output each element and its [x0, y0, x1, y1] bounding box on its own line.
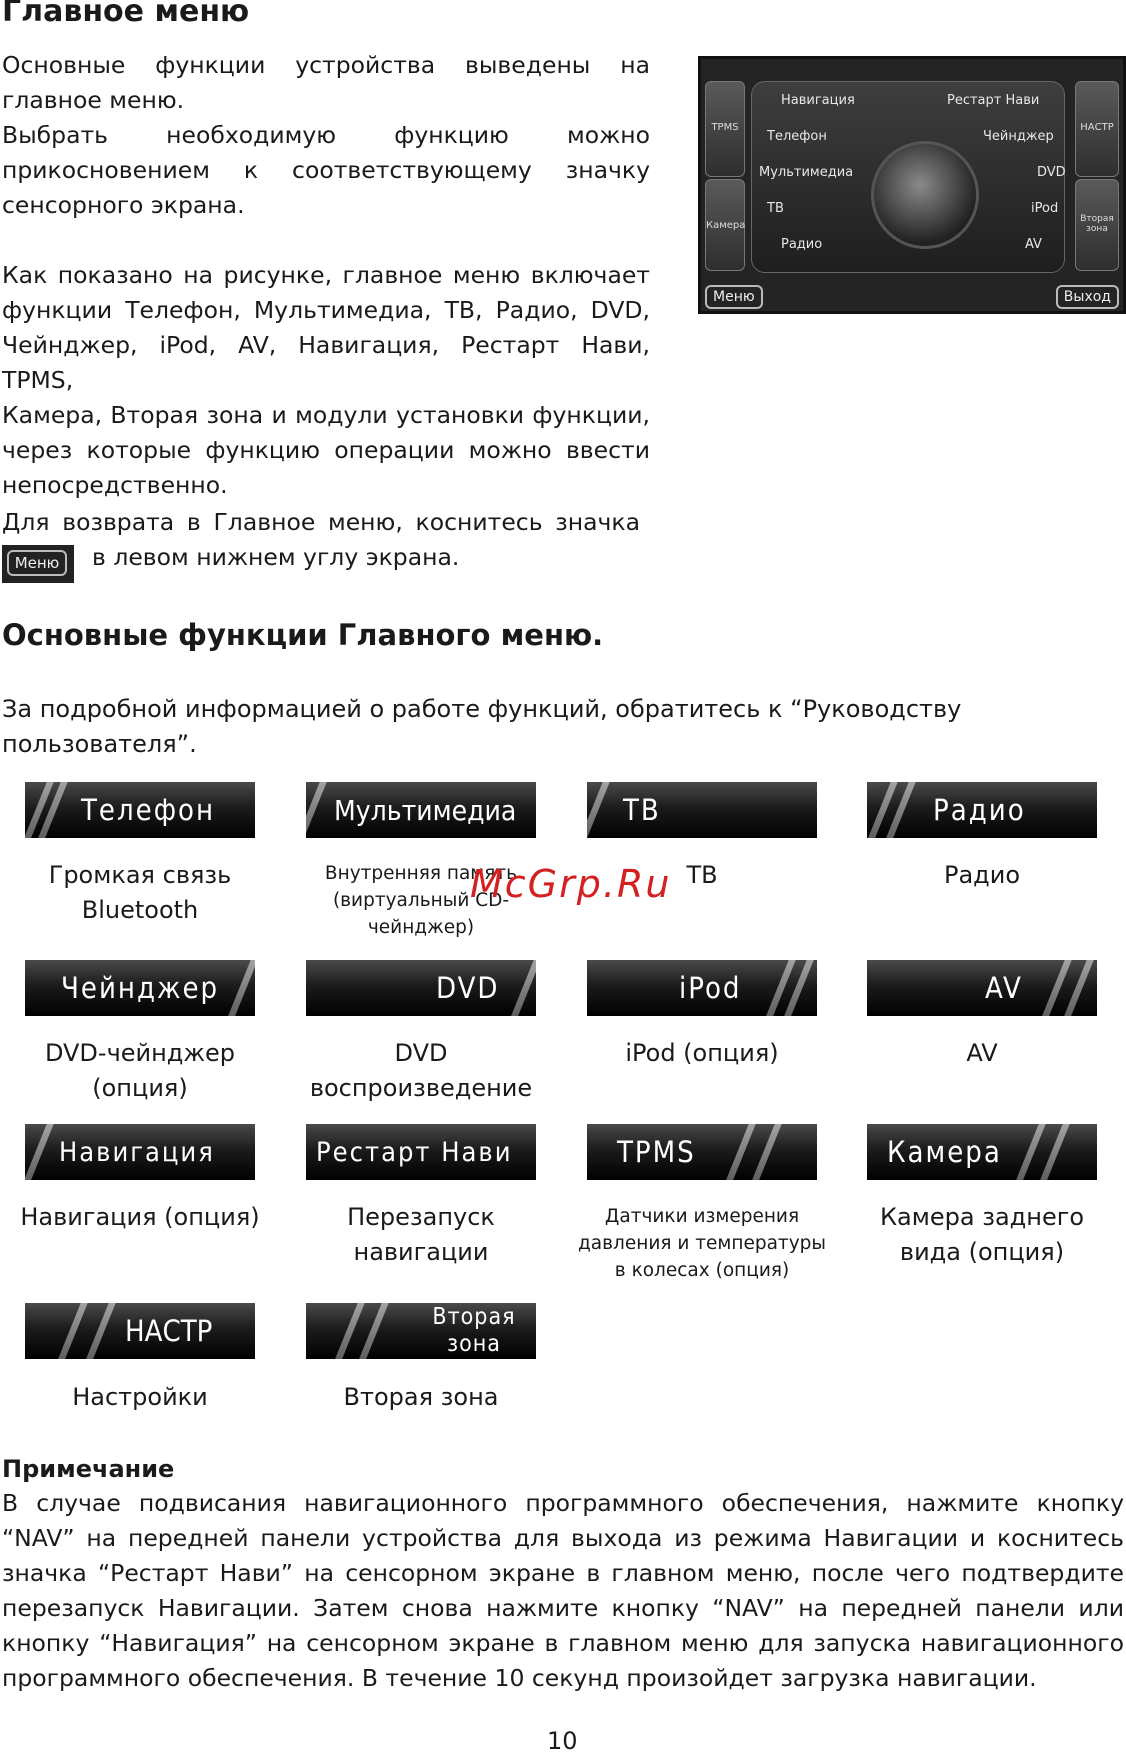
function-label: Мультимедиа — [334, 793, 517, 827]
function-caption — [10, 1380, 270, 1415]
caption-line: Перезапуск — [347, 1203, 495, 1231]
caption-line: Bluetooth — [81, 896, 199, 924]
menu-icon-example — [2, 545, 74, 583]
function-button-radio — [867, 782, 1097, 838]
function-button-camera — [867, 1124, 1097, 1180]
note-title: Примечание — [2, 1455, 175, 1483]
function-caption — [572, 1203, 832, 1284]
note-line: программного обеспечения. В течение 10 секунд произойдет загрузка навигации. — [2, 1664, 1037, 1692]
screen-camera-button: Камера — [705, 179, 745, 271]
function-caption — [852, 858, 1112, 893]
function-caption — [852, 1036, 1112, 1071]
reference-line: За подробной информацией о работе функций, обратитесь к “Руководству — [2, 695, 962, 723]
screen-restart-navi: Рестарт Нави — [947, 93, 1040, 108]
page-number: 10 — [547, 1727, 578, 1755]
caption-line: в колесах (опция) — [614, 1260, 790, 1281]
stripe — [723, 1124, 758, 1180]
function-caption — [291, 1200, 551, 1270]
function-button-second-zone — [306, 1303, 536, 1359]
screen-navigation: Навигация — [781, 93, 855, 108]
return-line: в левом нижнем углу экрана. — [92, 543, 460, 571]
function-label: Радио — [933, 793, 1026, 827]
function-caption — [291, 1380, 551, 1415]
screen-phone: Телефон — [767, 129, 827, 144]
caption-line: Камера заднего — [880, 1203, 1084, 1231]
reference-line: пользователя”. — [2, 730, 197, 758]
reference-paragraph — [2, 692, 961, 762]
intro-line: главное меню. — [2, 86, 185, 114]
intro-line: Основные функции устройства выведены на — [2, 51, 650, 79]
function-label: AV — [985, 971, 1023, 1005]
function-button-phone — [25, 782, 255, 838]
note-line: кнопку “Навигация” на сенсорном экране в главном меню для запуска навигационного — [2, 1629, 1124, 1657]
function-label: iPod — [679, 971, 742, 1005]
caption-line: навигации — [353, 1238, 489, 1266]
function-button-av — [867, 960, 1097, 1016]
function-button-settings — [25, 1303, 255, 1359]
note-line: В случае подвисания навигационного программного обеспечения, нажмите кнопку — [2, 1489, 1124, 1517]
function-button-tpms — [587, 1124, 817, 1180]
function-label: Рестарт Нави — [316, 1136, 513, 1168]
function-button-changer — [25, 960, 255, 1016]
function-button-dvd — [306, 960, 536, 1016]
function-label: Камера — [887, 1135, 1002, 1169]
function-caption — [10, 1036, 270, 1106]
function-label: TPMS — [617, 1135, 696, 1169]
function-caption — [852, 1200, 1112, 1270]
menu-chip-label: Меню — [7, 550, 67, 576]
note-line: значка “Рестарт Нави” на сенсорном экране в главном меню, после чего подтвердите — [2, 1559, 1124, 1587]
caption-line: воспроизведение — [309, 1074, 533, 1102]
return-paragraph — [2, 505, 640, 540]
function-label: Телефон — [81, 793, 216, 827]
page-title: Главное меню — [2, 0, 250, 29]
caption-line: DVD — [394, 1039, 448, 1067]
function-button-tv — [587, 782, 817, 838]
watermark: McGrp.Ru — [470, 862, 672, 906]
features-line: Как показано на рисунке, главное меню включает — [2, 261, 650, 289]
function-button-multimedia — [306, 782, 536, 838]
caption-line: чейнджер) — [367, 917, 475, 938]
note-line: перезапуск Навигации. Затем снова нажмите кнопку “NAV” на передней панели или — [2, 1594, 1124, 1622]
control-knob — [871, 141, 979, 249]
stripe — [225, 960, 255, 1016]
function-button-restart-navi — [306, 1124, 536, 1180]
intro-paragraph — [2, 48, 650, 223]
caption-line: DVD-чейнджер — [44, 1039, 236, 1067]
stripe — [306, 782, 329, 838]
screen-menu-button: Меню — [705, 285, 763, 309]
caption-line: Громкая связь — [48, 861, 232, 889]
function-label: Чейнджер — [61, 971, 220, 1005]
stripe — [25, 1124, 56, 1180]
stripe — [749, 1124, 784, 1180]
stripe — [83, 1303, 118, 1359]
intro-line: прикосновением к соответствующему значку — [2, 156, 650, 184]
caption-line: Датчики измерения — [604, 1206, 800, 1227]
stripe — [508, 960, 536, 1016]
features-paragraph — [2, 258, 650, 503]
function-caption — [10, 1200, 270, 1235]
caption-line: Внутренняя память — [324, 863, 518, 884]
function-button-navigation — [25, 1124, 255, 1180]
function-label: Навигация — [59, 1136, 215, 1168]
features-line: Чейнджер, iPod, AV, Навигация, Рестарт Нави, TPMS, — [2, 331, 650, 394]
caption-line: AV — [966, 1039, 998, 1067]
screen-settings-button: НАСТР — [1075, 81, 1119, 177]
return-line: Для возврата в Главное меню, коснитесь значка — [2, 508, 640, 536]
caption-line: (виртуальный CD- — [332, 890, 510, 911]
intro-line: сенсорного экрана. — [2, 191, 245, 219]
caption-line: ТВ — [686, 861, 718, 889]
screen-changer: Чейнджер — [983, 129, 1054, 144]
intro-line: Выбрать необходимую функцию можно — [2, 121, 650, 149]
caption-line: Настройки — [72, 1383, 208, 1411]
caption-line: давления и температуры — [577, 1233, 826, 1254]
caption-line: Радио — [943, 861, 1021, 889]
function-caption — [10, 858, 270, 928]
features-line: через которые функцию операции можно ввести — [2, 436, 650, 464]
function-label: НАСТР — [125, 1314, 213, 1348]
function-caption — [291, 1036, 551, 1106]
section-heading: Основные функции Главного меню. — [2, 618, 604, 652]
features-line: функции Телефон, Мультимедиа, ТВ, Радио, DVD, — [2, 296, 650, 324]
caption-line: iPod (опция) — [625, 1039, 779, 1067]
function-caption — [572, 1036, 832, 1071]
caption-line: Вторая зона — [343, 1383, 499, 1411]
screen-tpms-button: TPMS — [705, 81, 745, 177]
stripe — [55, 1303, 90, 1359]
note-paragraph — [2, 1486, 1124, 1696]
main-menu-screen — [698, 56, 1126, 314]
stripe — [587, 782, 612, 838]
caption-line: (опция) — [92, 1074, 188, 1102]
features-line: Камера, Вторая зона и модули установки функции, — [2, 401, 650, 429]
screen-dvd: DVD — [1037, 165, 1066, 180]
screen-ipod: iPod — [1031, 201, 1059, 216]
caption-line: вида (опция) — [899, 1238, 1065, 1266]
screen-multimedia: Мультимедиа — [759, 165, 854, 180]
screen-second-zone-button: Вторая зона — [1075, 179, 1119, 271]
function-label: Вторая зона — [432, 1304, 516, 1357]
function-label: ТВ — [623, 793, 661, 827]
screen-exit-button: Выход — [1056, 285, 1119, 309]
function-button-ipod — [587, 960, 817, 1016]
screen-radio: Радио — [781, 237, 823, 252]
note-line: “NAV” на передней панели устройства для выхода из режима Навигации и коснитесь — [2, 1524, 1124, 1552]
function-label: DVD — [436, 971, 500, 1005]
screen-tv: ТВ — [767, 201, 784, 216]
features-line: непосредственно. — [2, 471, 228, 499]
caption-line: Навигация (опция) — [20, 1203, 260, 1231]
screen-av: AV — [1025, 237, 1042, 252]
